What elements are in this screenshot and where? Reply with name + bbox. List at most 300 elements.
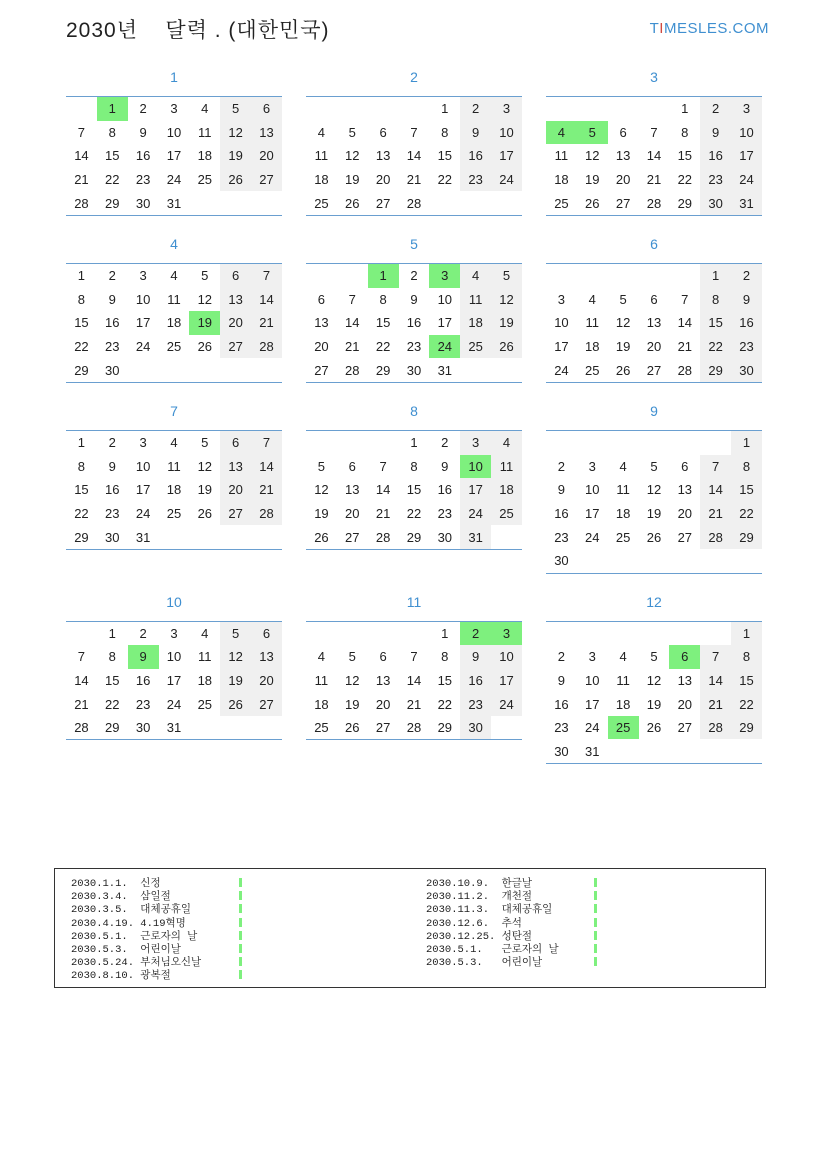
day-cell[interactable]: 26: [585, 195, 600, 211]
day-cell[interactable]: 26: [314, 529, 329, 545]
day-cell[interactable]: 9: [139, 124, 147, 140]
day-cell[interactable]: 17: [135, 315, 151, 331]
day-cell[interactable]: 22: [731, 502, 762, 526]
day-cell[interactable]: 22: [437, 172, 453, 188]
day-cell[interactable]: 18: [615, 696, 631, 712]
day-cell[interactable]: 23: [135, 172, 151, 188]
day-cell[interactable]: 18: [314, 172, 329, 188]
day-cell[interactable]: 4: [170, 435, 178, 451]
day-cell[interactable]: 10: [585, 672, 600, 688]
day-cell[interactable]: 28: [251, 335, 282, 359]
day-cell[interactable]: 8: [379, 291, 387, 307]
day-cell[interactable]: 12: [197, 458, 213, 474]
day-cell[interactable]: 9: [128, 645, 159, 669]
day-cell[interactable]: 22: [105, 696, 120, 712]
day-cell[interactable]: 7: [681, 291, 689, 307]
day-cell[interactable]: 23: [460, 168, 491, 192]
day-cell[interactable]: 11: [167, 458, 181, 474]
day-cell[interactable]: 12: [345, 672, 360, 688]
day-cell[interactable]: 11: [616, 672, 630, 688]
day-cell[interactable]: 11: [198, 649, 212, 665]
day-cell[interactable]: 2: [557, 649, 566, 665]
day-cell[interactable]: 22: [677, 172, 693, 188]
day-cell[interactable]: 1: [108, 625, 116, 641]
day-cell[interactable]: 25: [460, 335, 491, 359]
day-cell[interactable]: 18: [166, 482, 182, 498]
day-cell[interactable]: 21: [700, 692, 731, 716]
day-cell[interactable]: 6: [220, 430, 251, 454]
day-cell[interactable]: 23: [700, 168, 731, 192]
day-cell[interactable]: 26: [197, 339, 213, 355]
day-cell[interactable]: 19: [646, 696, 662, 712]
day-cell[interactable]: 25: [314, 195, 329, 211]
day-cell[interactable]: 25: [554, 195, 569, 211]
day-cell[interactable]: 31: [585, 743, 600, 759]
day-cell[interactable]: 2: [460, 621, 491, 645]
day-cell[interactable]: 19: [345, 696, 360, 712]
day-cell[interactable]: 25: [585, 362, 600, 378]
day-cell[interactable]: 13: [345, 482, 360, 498]
day-cell[interactable]: 17: [585, 506, 600, 522]
day-cell[interactable]: 17: [166, 148, 182, 164]
day-cell[interactable]: 12: [585, 148, 600, 164]
day-cell[interactable]: 28: [74, 195, 89, 211]
day-cell[interactable]: 29: [375, 362, 391, 378]
day-cell[interactable]: 28: [406, 720, 422, 736]
day-cell[interactable]: 28: [700, 716, 731, 740]
day-cell[interactable]: 10: [460, 455, 491, 479]
day-cell[interactable]: 9: [460, 121, 491, 145]
day-cell[interactable]: 19: [615, 339, 631, 355]
day-cell[interactable]: 4: [546, 121, 577, 145]
day-cell[interactable]: 24: [491, 692, 522, 716]
day-cell[interactable]: 18: [460, 311, 491, 335]
day-cell[interactable]: 21: [700, 502, 731, 526]
day-cell[interactable]: 7: [410, 124, 418, 140]
day-cell[interactable]: 16: [554, 506, 569, 522]
day-cell[interactable]: 3: [588, 649, 596, 665]
day-cell[interactable]: 9: [731, 288, 762, 312]
day-cell[interactable]: 10: [731, 121, 762, 145]
day-cell[interactable]: 27: [646, 362, 662, 378]
day-cell[interactable]: 25: [166, 506, 182, 522]
day-cell[interactable]: 10: [135, 291, 151, 307]
day-cell[interactable]: 30: [105, 362, 120, 378]
day-cell[interactable]: 19: [491, 311, 522, 335]
day-cell[interactable]: 23: [406, 339, 422, 355]
day-cell[interactable]: 4: [491, 430, 522, 454]
day-cell[interactable]: 6: [650, 291, 658, 307]
day-cell[interactable]: 14: [406, 672, 422, 688]
day-cell[interactable]: 20: [677, 696, 693, 712]
day-cell[interactable]: 24: [166, 696, 182, 712]
day-cell[interactable]: 25: [608, 716, 639, 740]
day-cell[interactable]: 2: [139, 625, 147, 641]
day-cell[interactable]: 21: [74, 696, 89, 712]
day-cell[interactable]: 2: [460, 97, 491, 121]
day-cell[interactable]: 2: [410, 268, 418, 284]
day-cell[interactable]: 28: [677, 362, 693, 378]
day-cell[interactable]: 18: [314, 696, 329, 712]
day-cell[interactable]: 24: [554, 362, 569, 378]
day-cell[interactable]: 16: [105, 482, 120, 498]
day-cell[interactable]: 8: [77, 458, 86, 474]
day-cell[interactable]: 1: [731, 621, 762, 645]
day-cell[interactable]: 24: [135, 506, 151, 522]
day-cell[interactable]: 16: [460, 144, 491, 168]
day-cell[interactable]: 16: [135, 148, 151, 164]
day-cell[interactable]: 8: [108, 124, 116, 140]
day-cell[interactable]: 19: [197, 482, 213, 498]
day-cell[interactable]: 2: [731, 263, 762, 287]
day-cell[interactable]: 3: [139, 268, 147, 284]
day-cell[interactable]: 24: [585, 529, 600, 545]
day-cell[interactable]: 8: [681, 124, 689, 140]
day-cell[interactable]: 22: [375, 339, 391, 355]
day-cell[interactable]: 5: [201, 435, 209, 451]
day-cell[interactable]: 30: [437, 529, 453, 545]
day-cell[interactable]: 6: [317, 291, 326, 307]
day-cell[interactable]: 7: [77, 649, 86, 665]
day-cell[interactable]: 14: [345, 315, 360, 331]
day-cell[interactable]: 23: [437, 506, 453, 522]
day-cell[interactable]: 27: [251, 168, 282, 192]
day-cell[interactable]: 18: [615, 506, 631, 522]
day-cell[interactable]: 17: [491, 144, 522, 168]
day-cell[interactable]: 16: [700, 144, 731, 168]
day-cell[interactable]: 19: [220, 144, 251, 168]
day-cell[interactable]: 15: [700, 311, 731, 335]
day-cell[interactable]: 13: [646, 315, 662, 331]
day-cell[interactable]: 2: [139, 101, 147, 117]
day-cell[interactable]: 8: [441, 124, 449, 140]
day-cell[interactable]: 24: [166, 172, 182, 188]
day-cell[interactable]: 25: [197, 172, 213, 188]
day-cell[interactable]: 4: [170, 268, 178, 284]
day-cell[interactable]: 11: [314, 672, 329, 688]
day-cell[interactable]: 24: [585, 720, 600, 736]
day-cell[interactable]: 31: [135, 529, 151, 545]
day-cell[interactable]: 19: [314, 506, 329, 522]
day-cell[interactable]: 15: [74, 482, 89, 498]
day-cell[interactable]: 10: [166, 649, 182, 665]
day-cell[interactable]: 23: [554, 720, 569, 736]
day-cell[interactable]: 1: [681, 101, 689, 117]
day-cell[interactable]: 22: [731, 692, 762, 716]
day-cell[interactable]: 28: [375, 529, 391, 545]
day-cell[interactable]: 25: [314, 720, 329, 736]
day-cell[interactable]: 1: [97, 97, 128, 121]
day-cell[interactable]: 12: [345, 148, 360, 164]
day-cell[interactable]: 11: [314, 148, 329, 164]
day-cell[interactable]: 4: [619, 649, 627, 665]
day-cell[interactable]: 30: [105, 529, 120, 545]
day-cell[interactable]: 5: [348, 124, 356, 140]
day-cell[interactable]: 14: [74, 148, 89, 164]
day-cell[interactable]: 31: [166, 720, 182, 736]
day-cell[interactable]: 16: [406, 315, 422, 331]
day-cell[interactable]: 1: [441, 101, 449, 117]
day-cell[interactable]: 1: [77, 268, 86, 284]
day-cell[interactable]: 21: [345, 339, 360, 355]
day-cell[interactable]: 11: [554, 148, 569, 164]
day-cell[interactable]: 22: [74, 506, 89, 522]
day-cell[interactable]: 6: [348, 458, 356, 474]
day-cell[interactable]: 25: [197, 696, 213, 712]
day-cell[interactable]: 19: [585, 172, 600, 188]
day-cell[interactable]: 8: [441, 649, 449, 665]
day-cell[interactable]: 3: [588, 458, 596, 474]
day-cell[interactable]: 24: [731, 168, 762, 192]
day-cell[interactable]: 10: [554, 315, 569, 331]
day-cell[interactable]: 13: [677, 672, 693, 688]
day-cell[interactable]: 6: [220, 263, 251, 287]
day-cell[interactable]: 15: [677, 148, 693, 164]
day-cell[interactable]: 24: [460, 502, 491, 526]
day-cell[interactable]: 20: [646, 339, 662, 355]
day-cell[interactable]: 13: [220, 455, 251, 479]
day-cell[interactable]: 13: [251, 121, 282, 145]
day-cell[interactable]: 5: [201, 268, 209, 284]
day-cell[interactable]: 24: [491, 168, 522, 192]
day-cell[interactable]: 15: [437, 672, 453, 688]
day-cell[interactable]: 20: [220, 311, 251, 335]
day-cell[interactable]: 31: [460, 525, 491, 549]
day-cell[interactable]: 29: [406, 529, 422, 545]
day-cell[interactable]: 26: [345, 195, 360, 211]
day-cell[interactable]: 4: [317, 124, 326, 140]
day-cell[interactable]: 5: [317, 458, 326, 474]
day-cell[interactable]: 11: [585, 315, 600, 331]
day-cell[interactable]: 2: [557, 458, 566, 474]
day-cell[interactable]: 30: [731, 358, 762, 382]
day-cell[interactable]: 12: [646, 482, 662, 498]
day-cell[interactable]: 14: [700, 669, 731, 693]
day-cell[interactable]: 11: [198, 124, 212, 140]
day-cell[interactable]: 2: [108, 435, 116, 451]
day-cell[interactable]: 3: [731, 97, 762, 121]
day-cell[interactable]: 14: [677, 315, 693, 331]
day-cell[interactable]: 21: [406, 696, 422, 712]
day-cell[interactable]: 12: [314, 482, 329, 498]
day-cell[interactable]: 18: [554, 172, 569, 188]
day-cell[interactable]: 16: [105, 315, 120, 331]
day-cell[interactable]: 12: [197, 291, 213, 307]
day-cell[interactable]: 25: [166, 339, 182, 355]
day-cell[interactable]: 21: [677, 339, 693, 355]
day-cell[interactable]: 22: [74, 339, 89, 355]
day-cell[interactable]: 31: [437, 362, 453, 378]
day-cell[interactable]: 31: [731, 191, 762, 215]
day-cell[interactable]: 9: [441, 458, 449, 474]
day-cell[interactable]: 8: [731, 645, 762, 669]
day-cell[interactable]: 20: [375, 172, 391, 188]
day-cell[interactable]: 30: [135, 720, 151, 736]
day-cell[interactable]: 28: [251, 502, 282, 526]
day-cell[interactable]: 10: [491, 121, 522, 145]
day-cell[interactable]: 15: [406, 482, 422, 498]
day-cell[interactable]: 12: [615, 315, 631, 331]
day-cell[interactable]: 27: [375, 720, 391, 736]
day-cell[interactable]: 13: [677, 482, 693, 498]
day-cell[interactable]: 16: [437, 482, 453, 498]
day-cell[interactable]: 15: [375, 315, 391, 331]
day-cell[interactable]: 14: [251, 455, 282, 479]
day-cell[interactable]: 13: [375, 148, 391, 164]
day-cell[interactable]: 5: [491, 263, 522, 287]
day-cell[interactable]: 13: [375, 672, 391, 688]
day-cell[interactable]: 28: [646, 195, 662, 211]
day-cell[interactable]: 4: [201, 625, 209, 641]
day-cell[interactable]: 26: [197, 506, 213, 522]
day-cell[interactable]: 15: [105, 672, 120, 688]
day-cell[interactable]: 18: [197, 148, 213, 164]
day-cell[interactable]: 3: [139, 435, 147, 451]
day-cell[interactable]: 27: [220, 502, 251, 526]
day-cell[interactable]: 17: [135, 482, 151, 498]
day-cell[interactable]: 15: [731, 478, 762, 502]
day-cell[interactable]: 10: [166, 124, 182, 140]
day-cell[interactable]: 1: [731, 430, 762, 454]
day-cell[interactable]: 18: [491, 478, 522, 502]
day-cell[interactable]: 17: [437, 315, 453, 331]
day-cell[interactable]: 23: [135, 696, 151, 712]
day-cell[interactable]: 6: [251, 621, 282, 645]
day-cell[interactable]: 17: [491, 669, 522, 693]
day-cell[interactable]: 27: [314, 362, 329, 378]
day-cell[interactable]: 6: [681, 458, 689, 474]
day-cell[interactable]: 15: [74, 315, 89, 331]
day-cell[interactable]: 14: [375, 482, 391, 498]
day-cell[interactable]: 10: [135, 458, 151, 474]
day-cell[interactable]: 10: [585, 482, 600, 498]
day-cell[interactable]: 11: [491, 455, 522, 479]
day-cell[interactable]: 29: [74, 529, 89, 545]
day-cell[interactable]: 29: [105, 720, 120, 736]
day-cell[interactable]: 16: [731, 311, 762, 335]
day-cell[interactable]: 26: [646, 529, 662, 545]
day-cell[interactable]: 26: [491, 335, 522, 359]
day-cell[interactable]: 29: [677, 195, 693, 211]
day-cell[interactable]: 6: [251, 97, 282, 121]
day-cell[interactable]: 3: [491, 621, 522, 645]
day-cell[interactable]: 30: [406, 362, 422, 378]
day-cell[interactable]: 16: [460, 669, 491, 693]
day-cell[interactable]: 7: [650, 124, 658, 140]
day-cell[interactable]: 27: [220, 335, 251, 359]
day-cell[interactable]: 27: [677, 720, 693, 736]
day-cell[interactable]: 10: [491, 645, 522, 669]
day-cell[interactable]: 28: [345, 362, 360, 378]
day-cell[interactable]: 31: [166, 195, 182, 211]
day-cell[interactable]: 27: [677, 529, 693, 545]
day-cell[interactable]: 9: [108, 291, 116, 307]
day-cell[interactable]: 14: [251, 288, 282, 312]
day-cell[interactable]: 19: [220, 669, 251, 693]
day-cell[interactable]: 5: [650, 458, 658, 474]
day-cell[interactable]: 3: [460, 430, 491, 454]
day-cell[interactable]: 17: [585, 696, 600, 712]
day-cell[interactable]: 1: [410, 435, 418, 451]
day-cell[interactable]: 20: [220, 478, 251, 502]
day-cell[interactable]: 20: [251, 144, 282, 168]
day-cell[interactable]: 7: [251, 263, 282, 287]
day-cell[interactable]: 24: [429, 335, 460, 359]
day-cell[interactable]: 26: [615, 362, 631, 378]
day-cell[interactable]: 21: [646, 172, 662, 188]
day-cell[interactable]: 8: [77, 291, 86, 307]
day-cell[interactable]: 29: [731, 525, 762, 549]
day-cell[interactable]: 30: [135, 195, 151, 211]
day-cell[interactable]: 29: [437, 720, 453, 736]
day-cell[interactable]: 12: [491, 288, 522, 312]
day-cell[interactable]: 11: [460, 288, 491, 312]
day-cell[interactable]: 2: [441, 435, 449, 451]
day-cell[interactable]: 4: [317, 649, 326, 665]
day-cell[interactable]: 23: [731, 335, 762, 359]
day-cell[interactable]: 10: [437, 291, 453, 307]
day-cell[interactable]: 5: [220, 621, 251, 645]
day-cell[interactable]: 5: [577, 121, 608, 145]
day-cell[interactable]: 27: [251, 692, 282, 716]
day-cell[interactable]: 22: [105, 172, 120, 188]
day-cell[interactable]: 1: [441, 625, 449, 641]
day-cell[interactable]: 8: [410, 458, 418, 474]
day-cell[interactable]: 5: [220, 97, 251, 121]
day-cell[interactable]: 26: [345, 720, 360, 736]
day-cell[interactable]: 18: [166, 315, 182, 331]
day-cell[interactable]: 19: [345, 172, 360, 188]
day-cell[interactable]: 23: [554, 529, 569, 545]
day-cell[interactable]: 6: [379, 124, 387, 140]
day-cell[interactable]: 29: [105, 195, 120, 211]
day-cell[interactable]: 27: [615, 195, 631, 211]
day-cell[interactable]: 21: [251, 478, 282, 502]
day-cell[interactable]: 1: [77, 435, 86, 451]
day-cell[interactable]: 26: [220, 692, 251, 716]
day-cell[interactable]: 13: [314, 315, 329, 331]
day-cell[interactable]: 21: [406, 172, 422, 188]
day-cell[interactable]: 22: [406, 506, 422, 522]
day-cell[interactable]: 3: [170, 101, 178, 117]
day-cell[interactable]: 8: [731, 455, 762, 479]
day-cell[interactable]: 29: [700, 358, 731, 382]
day-cell[interactable]: 9: [557, 672, 566, 688]
day-cell[interactable]: 23: [460, 692, 491, 716]
day-cell[interactable]: 9: [557, 482, 566, 498]
day-cell[interactable]: 2: [108, 268, 116, 284]
day-cell[interactable]: 30: [460, 716, 491, 740]
day-cell[interactable]: 9: [460, 645, 491, 669]
day-cell[interactable]: 25: [615, 529, 631, 545]
day-cell[interactable]: 26: [220, 168, 251, 192]
day-cell[interactable]: 15: [437, 148, 453, 164]
day-cell[interactable]: 17: [166, 672, 182, 688]
day-cell[interactable]: 18: [197, 672, 213, 688]
day-cell[interactable]: 16: [135, 672, 151, 688]
day-cell[interactable]: 28: [406, 195, 422, 211]
day-cell[interactable]: 14: [74, 672, 89, 688]
day-cell[interactable]: 3: [170, 625, 178, 641]
day-cell[interactable]: 27: [375, 195, 391, 211]
day-cell[interactable]: 6: [619, 124, 627, 140]
day-cell[interactable]: 19: [646, 506, 662, 522]
day-cell[interactable]: 5: [650, 649, 658, 665]
day-cell[interactable]: 20: [677, 506, 693, 522]
day-cell[interactable]: 2: [700, 97, 731, 121]
day-cell[interactable]: 11: [616, 482, 630, 498]
day-cell[interactable]: 20: [251, 669, 282, 693]
